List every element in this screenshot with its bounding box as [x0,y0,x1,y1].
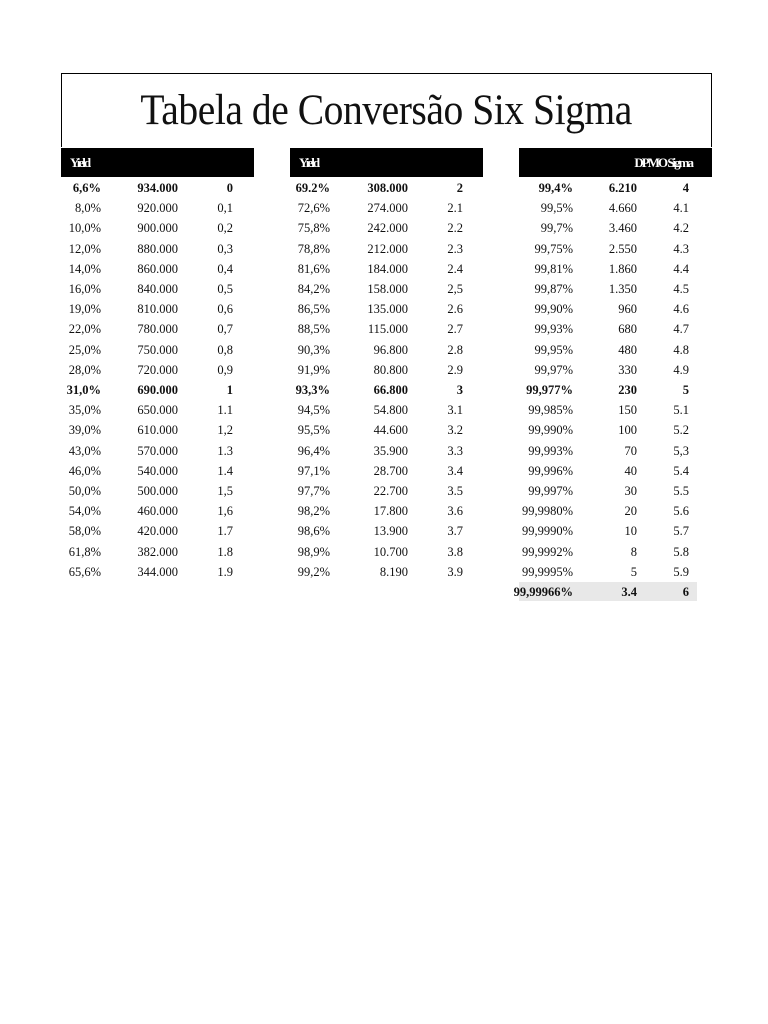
sigma-cell: 0,6 [217,302,233,317]
yield-cell: 72,6% [297,201,330,216]
sigma-cell: 3.3 [447,443,463,458]
yield-cell: 69.2% [295,181,330,195]
sigma-cell: 5.9 [673,564,689,579]
dpmo-cell: 610.000 [137,423,178,438]
dpmo-cell: 10.700 [373,544,408,559]
dpmo-cell: 135.000 [367,302,408,317]
sigma-cell: 3.6 [447,504,463,519]
sigma-cell: 1,6 [217,504,233,519]
yield-cell: 61,8% [68,544,101,559]
dpmo-cell: 680 [618,322,637,337]
dpmo-cell: 344.000 [137,564,178,579]
table-row [519,521,712,541]
table-row [61,461,254,481]
dpmo-cell: 184.000 [367,261,408,276]
table-row [290,441,483,461]
yield-cell: 10,0% [68,221,101,236]
yield-cell: 14,0% [68,261,101,276]
sigma-cell: 6 [682,585,689,599]
dpmo-cell: 30 [624,484,637,498]
table-row [61,259,254,279]
dpmo-cell: 480 [618,342,637,357]
dpmo-cell: 1.350 [608,282,637,296]
sigma-cell: 3.1 [447,403,463,418]
yield-cell: 31,0% [66,383,101,397]
dpmo-cell: 330 [618,362,637,377]
sigma-cell: 2.6 [447,302,463,317]
dpmo-cell: 54.800 [373,403,408,418]
yield-cell: 99,993% [528,443,573,458]
yield-cell: 99,9990% [521,524,573,539]
sigma-cell: 4.3 [673,241,689,256]
yield-cell: 99,90% [534,302,573,317]
table-row [519,461,712,481]
sigma-cell: 2.2 [447,221,463,236]
table-row [519,198,712,218]
yield-cell: 99,99966% [513,585,573,599]
sigma-cell: 0,4 [217,261,233,276]
yield-cell: 39,0% [68,423,101,438]
dpmo-cell: 382.000 [137,544,178,559]
dpmo-cell: 750.000 [137,342,178,357]
sigma-cell: 1.7 [217,524,233,539]
header-label-1: Yield [70,154,90,170]
table-row [290,299,483,319]
sigma-cell: 3.4 [447,463,463,478]
sigma-cell: 0,7 [217,322,233,337]
table-row [290,259,483,279]
dpmo-cell: 8 [630,544,637,559]
dpmo-cell: 308.000 [367,181,408,195]
dpmo-cell: 720.000 [137,362,178,377]
sigma-cell: 3.8 [447,544,463,559]
yield-cell: 99,87% [534,282,573,296]
table-row [519,360,712,380]
table-row [61,340,254,360]
dpmo-cell: 35.900 [373,443,408,458]
table-row [290,239,483,259]
table-row [290,562,483,582]
yield-cell: 97,1% [297,463,330,478]
yield-cell: 16,0% [68,282,101,296]
yield-cell: 78,8% [297,241,330,256]
dpmo-cell: 80.800 [373,362,408,377]
table-row [519,259,712,279]
table-row [61,501,254,521]
yield-cell: 99,7% [540,221,573,236]
dpmo-cell: 17.800 [373,504,408,519]
table-row [513,582,712,602]
table-row [290,178,483,198]
dpmo-cell: 22.700 [373,484,408,498]
sigma-cell: 4.9 [673,362,689,377]
yield-cell: 99,97% [534,362,573,377]
sigma-cell: 3.7 [447,524,463,539]
sigma-cell: 4.2 [673,221,689,236]
header-label-3: DPMO Sigma [634,154,692,170]
table-row [290,198,483,218]
dpmo-cell: 780.000 [137,322,178,337]
sigma-cell: 1.4 [217,463,233,478]
yield-cell: 99,81% [534,261,573,276]
yield-cell: 96,4% [297,443,330,458]
sigma-cell: 2.7 [447,322,463,337]
sigma-cell: 2.1 [447,201,463,216]
sigma-cell: 2,5 [447,282,463,296]
sigma-cell: 2.8 [447,342,463,357]
table-row [290,218,483,238]
dpmo-cell: 920.000 [137,201,178,216]
table-row [519,562,712,582]
table-row [519,279,712,299]
sigma-cell: 0,8 [217,342,233,357]
yield-cell: 25,0% [68,342,101,357]
table-row [61,319,254,339]
dpmo-cell: 650.000 [137,403,178,418]
dpmo-cell: 1.860 [608,261,637,276]
table-row [290,340,483,360]
table-row [519,501,712,521]
yield-cell: 99,75% [534,241,573,256]
table-row [61,380,254,400]
dpmo-cell: 115.000 [367,322,408,337]
header-bar-3 [519,148,712,177]
sigma-cell: 5.1 [673,403,689,418]
sigma-cell: 5,3 [673,443,689,458]
header-bar-1 [61,148,254,177]
dpmo-cell: 840.000 [137,282,178,296]
table-row [519,380,712,400]
sigma-cell: 4 [682,181,689,195]
table-row [519,319,712,339]
yield-cell: 12,0% [68,241,101,256]
dpmo-cell: 420.000 [137,524,178,539]
dpmo-cell: 810.000 [137,302,178,317]
dpmo-cell: 150 [618,403,637,418]
sigma-cell: 4.5 [673,282,689,296]
sigma-cell: 2 [456,181,463,195]
dpmo-cell: 960 [618,302,637,317]
table-row [61,279,254,299]
dpmo-cell: 8.190 [379,564,408,579]
dpmo-cell: 212.000 [367,241,408,256]
table-row [61,562,254,582]
dpmo-cell: 274.000 [367,201,408,216]
sigma-cell: 2.4 [447,261,463,276]
dpmo-cell: 690.000 [137,383,178,397]
sigma-cell: 4.8 [673,342,689,357]
sigma-cell: 5 [682,383,689,397]
sigma-cell: 3.5 [447,484,463,498]
yield-cell: 54,0% [68,504,101,519]
sigma-cell: 3.9 [447,564,463,579]
page-title: Tabela de Conversão Six Sigma [140,87,633,134]
dpmo-cell: 70 [624,443,637,458]
sigma-cell: 1.9 [217,564,233,579]
table-row [290,420,483,440]
yield-cell: 99,95% [534,342,573,357]
yield-cell: 99,93% [534,322,573,337]
sigma-cell: 3.2 [447,423,463,438]
table-row [61,400,254,420]
yield-cell: 99,996% [528,463,573,478]
table-row [519,542,712,562]
sigma-cell: 5.2 [673,423,689,438]
table-row [61,198,254,218]
yield-cell: 46,0% [68,463,101,478]
yield-cell: 94,5% [297,403,330,418]
dpmo-cell: 13.900 [373,524,408,539]
dpmo-cell: 242.000 [367,221,408,236]
table-row [290,279,483,299]
sigma-cell: 5.4 [673,463,689,478]
dpmo-cell: 540.000 [137,463,178,478]
table-row [519,218,712,238]
yield-cell: 88,5% [297,322,330,337]
table-row [290,400,483,420]
yield-cell: 75,8% [297,221,330,236]
dpmo-cell: 20 [624,504,637,519]
table-row [290,360,483,380]
sigma-cell: 5.6 [673,504,689,519]
sigma-cell: 1,5 [217,484,233,498]
dpmo-cell: 900.000 [137,221,178,236]
header-label-2: Yield [299,154,319,170]
yield-cell: 43,0% [68,443,101,458]
yield-cell: 95,5% [297,423,330,438]
yield-cell: 98,9% [297,544,330,559]
yield-cell: 50,0% [68,484,101,498]
sigma-cell: 1,2 [217,423,233,438]
sigma-cell: 2.3 [447,241,463,256]
table-row [61,521,254,541]
sigma-cell: 0,2 [217,221,233,236]
yield-cell: 99,997% [528,484,573,498]
yield-cell: 19,0% [68,302,101,317]
sigma-cell: 2.9 [447,362,463,377]
table-row [519,441,712,461]
table-row [61,178,254,198]
dpmo-cell: 860.000 [137,261,178,276]
sigma-cell: 5.8 [673,544,689,559]
table-row [290,461,483,481]
table-row [61,239,254,259]
sigma-cell: 4.7 [673,322,689,337]
dpmo-cell: 3.460 [608,221,637,236]
yield-cell: 8,0% [74,201,101,216]
sigma-cell: 3 [456,383,463,397]
yield-cell: 99,2% [297,564,330,579]
dpmo-cell: 880.000 [137,241,178,256]
dpmo-cell: 230 [618,383,637,397]
table-row [519,340,712,360]
table-row [61,542,254,562]
yield-cell: 22,0% [68,322,101,337]
sigma-cell: 0 [226,181,233,195]
table-row [290,542,483,562]
dpmo-cell: 460.000 [137,504,178,519]
yield-cell: 84,2% [297,282,330,296]
table-row [519,400,712,420]
table-row [290,521,483,541]
yield-cell: 99,990% [528,423,573,438]
sigma-cell: 1.8 [217,544,233,559]
sigma-cell: 4.4 [673,261,689,276]
table-row [61,218,254,238]
yield-cell: 99,985% [528,403,573,418]
dpmo-cell: 100 [618,423,637,438]
table-row [519,420,712,440]
yield-cell: 98,6% [297,524,330,539]
table-row [61,360,254,380]
dpmo-cell: 96.800 [373,342,408,357]
yield-cell: 99,9995% [521,564,573,579]
yield-cell: 99,4% [538,181,573,195]
table-row [61,299,254,319]
sigma-cell: 4.6 [673,302,689,317]
table-row [290,319,483,339]
yield-cell: 93,3% [295,383,330,397]
yield-cell: 99,5% [540,201,573,216]
sigma-cell: 1.3 [217,443,233,458]
table-row [290,481,483,501]
sigma-cell: 0,5 [217,282,233,296]
table-row [519,299,712,319]
yield-cell: 65,6% [68,564,101,579]
yield-cell: 35,0% [68,403,101,418]
sigma-cell: 0,3 [217,241,233,256]
dpmo-cell: 5 [630,564,637,579]
table-row [61,441,254,461]
sigma-cell: 4.1 [673,201,689,216]
table-row [519,481,712,501]
yield-cell: 98,2% [297,504,330,519]
dpmo-cell: 570.000 [137,443,178,458]
dpmo-cell: 10 [624,524,637,539]
yield-cell: 90,3% [297,342,330,357]
table-row [61,481,254,501]
sigma-cell: 1 [226,383,233,397]
dpmo-cell: 3.4 [621,585,637,599]
header-bar-2 [290,148,483,177]
dpmo-cell: 40 [624,463,637,478]
dpmo-cell: 28.700 [373,463,408,478]
table-row [519,239,712,259]
sigma-cell: 1.1 [217,403,233,418]
sigma-cell: 5.5 [673,484,689,498]
sigma-cell: 5.7 [673,524,689,539]
yield-cell: 58,0% [68,524,101,539]
dpmo-cell: 158.000 [367,282,408,296]
yield-cell: 99,9992% [521,544,573,559]
sigma-cell: 0,9 [217,362,233,377]
dpmo-cell: 66.800 [373,383,408,397]
dpmo-cell: 44.600 [373,423,408,438]
table-row [290,501,483,521]
table-row [290,380,483,400]
yield-cell: 81,6% [297,261,330,276]
yield-cell: 28,0% [68,362,101,377]
dpmo-cell: 4.660 [608,201,637,216]
table-row [519,178,712,198]
yield-cell: 99,9980% [521,504,573,519]
table-row [61,420,254,440]
dpmo-cell: 934.000 [137,181,178,195]
yield-cell: 99,977% [526,383,573,397]
yield-cell: 97,7% [297,484,330,498]
yield-cell: 6,6% [72,181,101,195]
dpmo-cell: 2.550 [608,241,637,256]
dpmo-cell: 6.210 [608,181,637,195]
sigma-cell: 0,1 [217,201,233,216]
yield-cell: 91,9% [297,362,330,377]
yield-cell: 86,5% [297,302,330,317]
title-box [61,73,712,147]
dpmo-cell: 500.000 [137,484,178,498]
